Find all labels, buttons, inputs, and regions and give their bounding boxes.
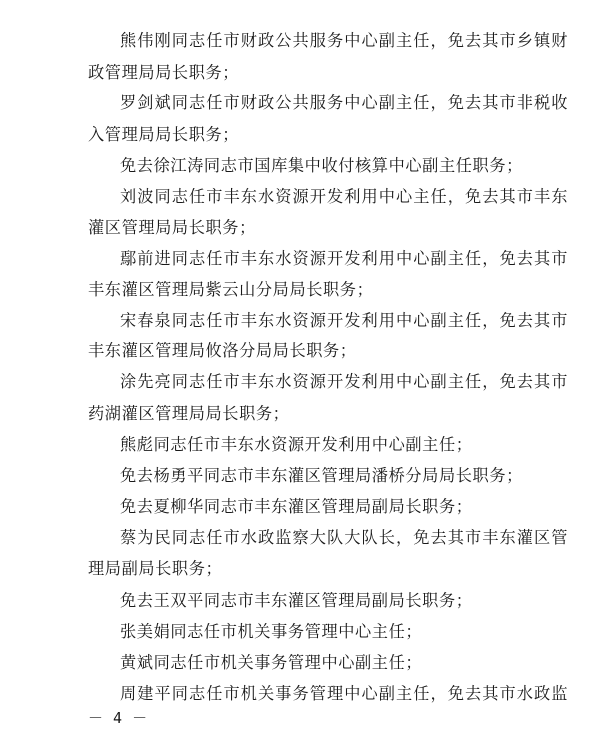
document-line: 丰东灌区管理局紫云山分局局长职务； [88, 280, 374, 299]
document-line: 免去王双平同志市丰东灌区管理局副局长职务； [120, 591, 473, 610]
document-line: 入管理局局长职务； [88, 125, 240, 144]
document-line: 宋春泉同志任市丰东水资源开发利用中心副主任，免去其市 [120, 311, 569, 330]
document-line: 药湖灌区管理局局长职务； [88, 404, 290, 423]
document-line: 鄢前进同志任市丰东水资源开发利用中心副主任，免去其市 [120, 249, 569, 268]
document-line: 刘波同志任市丰东水资源开发利用中心主任，免去其市丰东 [120, 187, 569, 206]
document-line: 熊彪同志任市丰东水资源开发利用中心副主任； [120, 435, 473, 454]
document-line: 免去徐江涛同志市国库集中收付核算中心副主任职务； [120, 156, 523, 175]
document-line: 免去夏柳华同志市丰东灌区管理局副局长职务； [120, 497, 473, 516]
document-line: 丰东灌区管理局攸洛分局局长职务； [88, 341, 357, 360]
document-line: 政管理局局长职务； [88, 63, 240, 82]
document-line: 熊伟刚同志任市财政公共服务中心副主任，免去其市乡镇财 [120, 31, 569, 50]
document-line: 理局副局长职务； [88, 559, 223, 578]
document-line: 涂先亮同志任市丰东水资源开发利用中心副主任，免去其市 [120, 372, 569, 391]
document-line: 免去杨勇平同志市丰东灌区管理局潘桥分局局长职务； [120, 466, 523, 485]
document-line: 黄斌同志任市机关事务管理中心副主任； [120, 653, 423, 672]
page-number: － 4 － [88, 709, 148, 727]
document-line: 蔡为民同志任市水政监察大队大队长，免去其市丰东灌区管 [120, 528, 569, 547]
document-line: 张美娟同志任市机关事务管理中心主任； [120, 622, 423, 641]
document-line: 灌区管理局局长职务； [88, 218, 256, 237]
document-line: 周建平同志任市机关事务管理中心副主任，免去其市水政监 [120, 684, 569, 703]
document-line: 罗剑斌同志任市财政公共服务中心副主任，免去其市非税收 [120, 93, 569, 112]
